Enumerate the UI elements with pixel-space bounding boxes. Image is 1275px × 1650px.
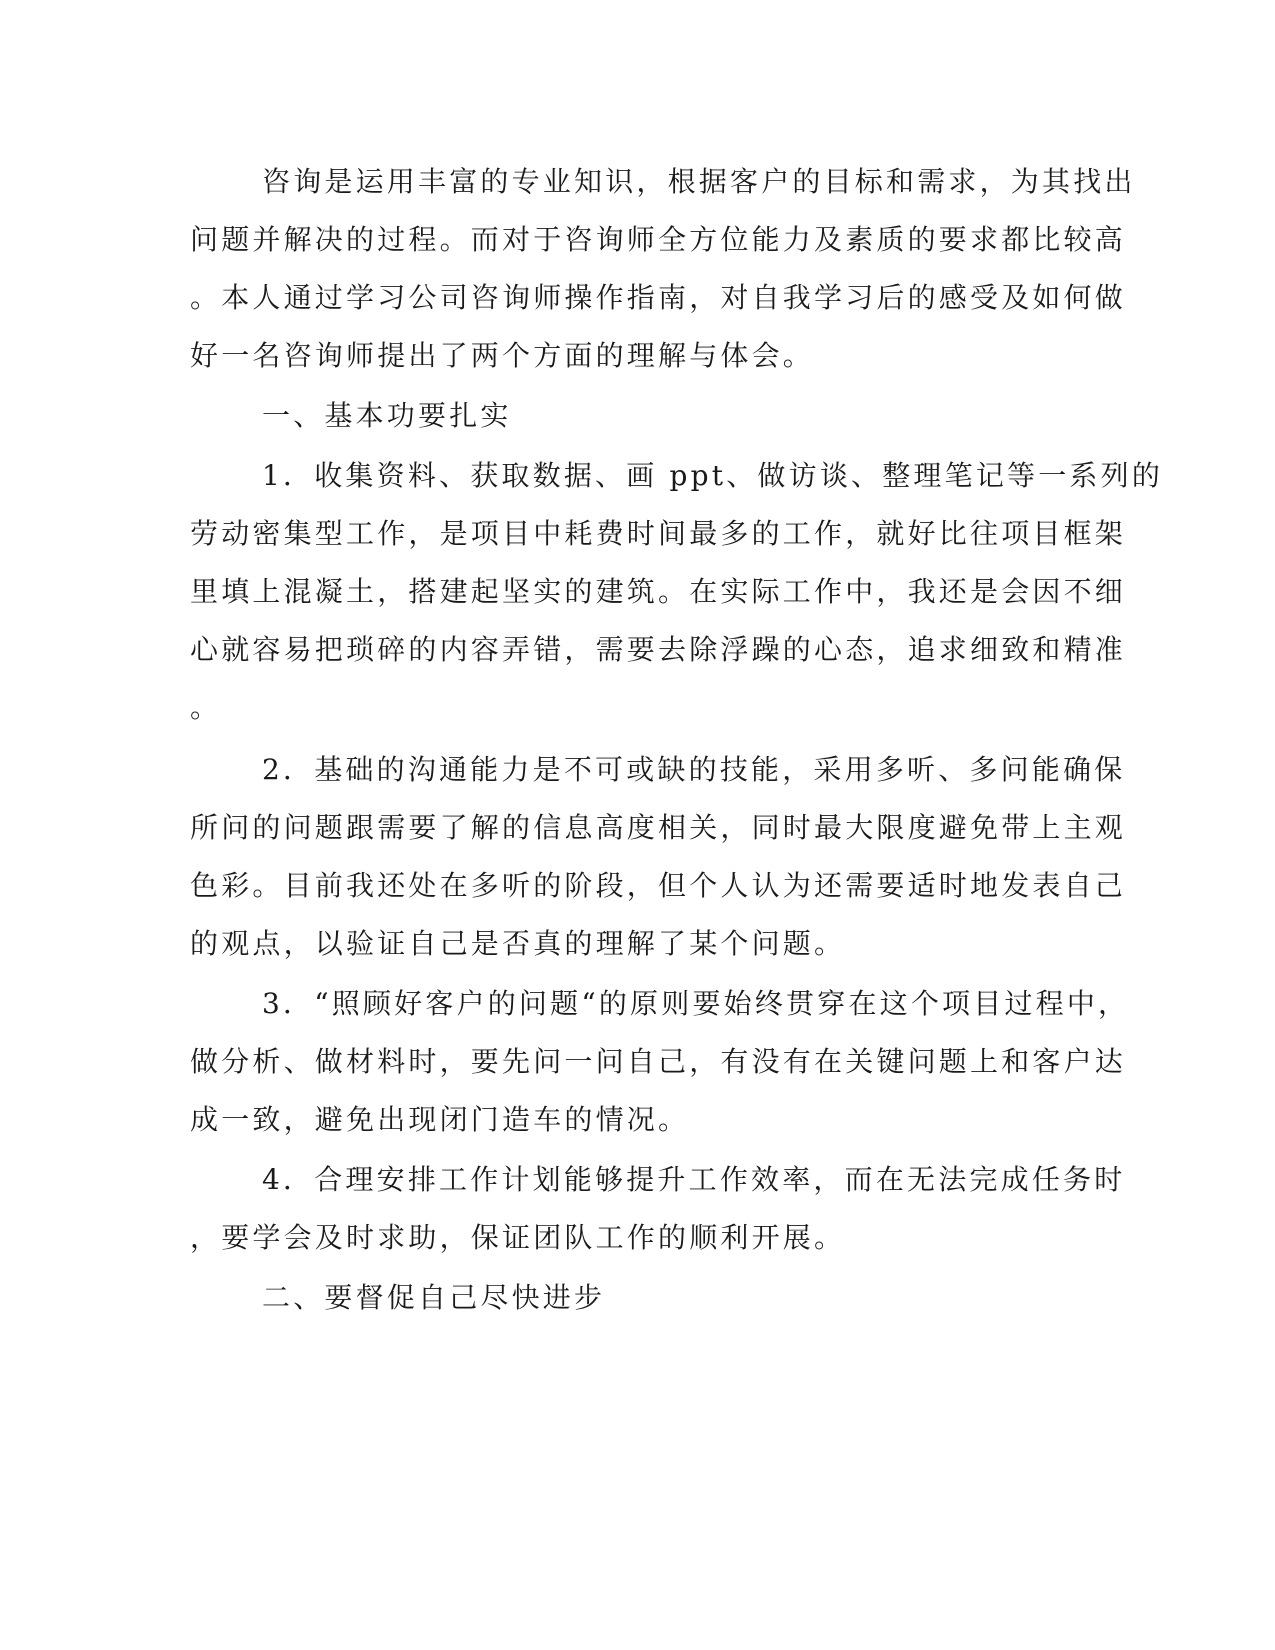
item-4-line-1: 4．合理安排工作计划能够提升工作效率，而在无法完成任务时 bbox=[262, 1163, 1126, 1196]
item-3-line-2: 做分析、做材料时，要先问一问自己，有没有在关键问题上和客户达 bbox=[190, 1045, 1127, 1078]
item-3-line-1: 3．“照顾好客户的问题“的原则要始终贯穿在这个项目过程中， bbox=[262, 987, 1130, 1020]
paragraph-intro-line-2: 问题并解决的过程。而对于咨询师全方位能力及素质的要求都比较高 bbox=[190, 223, 1127, 256]
item-1-line-1: 1．收集资料、获取数据、画 ppt、做访谈、整理笔记等一系列的 bbox=[262, 459, 1164, 492]
item-2-line-3: 色彩。目前我还处在多听的阶段，但个人认为还需要适时地发表自己 bbox=[190, 869, 1127, 902]
item-1-line-3: 里填上混凝土，搭建起坚实的建筑。在实际工作中，我还是会因不细 bbox=[190, 575, 1127, 608]
item-4-line-2: ，要学会及时求助，保证团队工作的顺利开展。 bbox=[190, 1221, 846, 1254]
item-2-line-2: 所问的问题跟需要了解的信息高度相关，同时最大限度避免带上主观 bbox=[190, 811, 1127, 844]
section-heading-1: 一、基本功要扎实 bbox=[262, 399, 512, 432]
item-3-line-3: 成一致，避免出现闭门造车的情况。 bbox=[190, 1103, 690, 1136]
item-2-line-1: 2．基础的沟通能力是不可或缺的技能，采用多听、多问能确保 bbox=[262, 753, 1126, 786]
paragraph-intro-line-3: 。本人通过学习公司咨询师操作指南，对自我学习后的感受及如何做 bbox=[190, 281, 1127, 314]
paragraph-intro-line-1: 咨询是运用丰富的专业知识，根据客户的目标和需求，为其找出 bbox=[262, 165, 1136, 198]
item-1-line-2: 劳动密集型工作，是项目中耗费时间最多的工作，就好比往项目框架 bbox=[190, 517, 1127, 550]
section-heading-2: 二、要督促自己尽快进步 bbox=[262, 1281, 606, 1314]
paragraph-intro-line-4: 好一名咨询师提出了两个方面的理解与体会。 bbox=[190, 339, 815, 372]
item-1-line-5: 。 bbox=[190, 691, 222, 724]
item-2-line-4: 的观点，以验证自己是否真的理解了某个问题。 bbox=[190, 927, 846, 960]
item-1-line-4: 心就容易把琐碎的内容弄错，需要去除浮躁的心态，追求细致和精准 bbox=[190, 633, 1127, 666]
